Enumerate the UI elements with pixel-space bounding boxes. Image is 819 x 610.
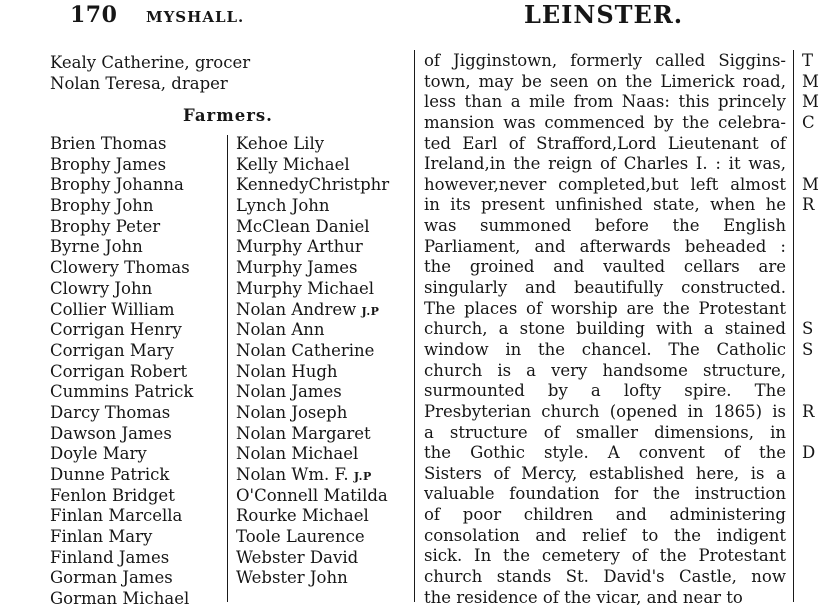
description-line: less than a mile from Naas: this princely [424, 92, 786, 112]
farmer-entry [236, 341, 389, 362]
description-line: town, may be seen on the Limerick road, [424, 71, 786, 91]
jp-suffix: J.P [353, 470, 372, 483]
cropped-line: S [802, 339, 814, 359]
description-line: The places of worship are the Protestant [424, 298, 786, 318]
cropped-line [802, 134, 819, 155]
farmer-entry [236, 362, 389, 383]
description-line: of Jigginstown, formerly called Siggins- [424, 51, 786, 70]
farmer-entry: Gorman James [50, 568, 173, 588]
farmer-name: Murphy Michael [236, 278, 375, 298]
cropped-next-column [802, 51, 819, 608]
cropped-line: M [802, 92, 819, 112]
description-line: church, a stone building with a stained [424, 319, 786, 339]
description-line: however,never completed,but left almost [424, 174, 786, 194]
cropped-line [802, 154, 819, 175]
farmer-entry: Brophy James [50, 154, 167, 174]
jp-suffix: J.P [361, 304, 380, 318]
farmer-entry: Fenlon Bridget [50, 485, 175, 505]
farmer-entry [236, 465, 389, 486]
description-line: Ireland,in the reign of Charles I. : it was, [424, 154, 786, 174]
description-line: consolation and relief to the indigent [424, 525, 786, 545]
farmer-entry [236, 548, 389, 569]
farmer-entry: Collier William [50, 299, 175, 319]
farmer-entry [236, 258, 389, 279]
farmer-entry: Brophy Peter [50, 216, 161, 236]
description-line: Parliament, and afterwards beheaded : [424, 236, 786, 256]
farmers-right-column [236, 134, 389, 589]
farmer-entry: Finlan Mary [50, 527, 153, 547]
cropped-line [802, 526, 819, 547]
farmer-entry [236, 568, 389, 589]
farmers-left-column [50, 134, 193, 610]
running-head: MYSHALL. [146, 8, 245, 26]
farmer-name: Murphy Arthur [236, 237, 363, 257]
farmer-entry [236, 279, 389, 300]
description-line: was summoned before the English [424, 216, 786, 236]
farmer-entry [236, 444, 389, 465]
farmer-name: Lynch John [236, 196, 330, 216]
cropped-line [802, 484, 819, 505]
farmer-entry: Byrne John [50, 237, 143, 257]
cropped-line [802, 464, 819, 485]
cropped-line [802, 546, 819, 567]
farmer-entry: Corrigan Henry [50, 320, 182, 340]
farmer-name: Webster John [236, 568, 348, 588]
farmer-entry [236, 175, 389, 196]
cropped-line: R [802, 195, 815, 215]
farmer-name: Nolan Ann [236, 320, 325, 340]
cropped-line [802, 423, 819, 444]
description-line: a structure of smaller dimensions, in [424, 422, 786, 442]
farmer-name: Nolan Michael [236, 444, 359, 464]
farmer-name: Webster David [236, 547, 359, 567]
description-line: surmounted by a lofty spire. The [424, 381, 786, 401]
column-divider [793, 50, 794, 602]
farmer-entry [236, 320, 389, 341]
cropped-line: M [802, 174, 819, 194]
farmer-entry: Corrigan Mary [50, 340, 174, 360]
farmer-name: Nolan James [236, 382, 342, 402]
cropped-line [802, 381, 819, 402]
column-divider [414, 50, 415, 602]
description-line: window in the chancel. The Catholic [424, 339, 786, 359]
farmer-entry [236, 527, 389, 548]
farmer-entry [236, 217, 389, 238]
farmer-entry: Doyle Mary [50, 444, 147, 464]
trader-entry: Nolan Teresa, draper [50, 74, 228, 93]
farmer-entry [236, 403, 389, 424]
farmer-entry: Finland James [50, 547, 170, 567]
description-line: singularly and beautifully constructed. [424, 278, 786, 298]
farmer-name: Toole Laurence [236, 527, 365, 547]
farmer-name: Murphy James [236, 258, 358, 278]
description-line: church stands St. David's Castle, now [424, 567, 786, 587]
cropped-line [802, 216, 819, 237]
description-line: of poor children and administering [424, 505, 786, 525]
page-number: 170 [70, 2, 118, 28]
description-line: the Gothic style. A convent of the [424, 443, 786, 463]
farmer-entry: Brien Thomas [50, 134, 167, 153]
farmer-entry: Brophy Johanna [50, 175, 184, 195]
farmer-name: Nolan Catherine [236, 340, 375, 360]
trader-entry: Kealy Catherine, grocer [50, 53, 251, 72]
farmer-name: Nolan Wm. F. [236, 465, 349, 484]
description-line: church is a very handsome structure, [424, 360, 786, 380]
farmer-entry [236, 155, 389, 176]
farmer-entry [236, 382, 389, 403]
cropped-line: M [802, 71, 819, 91]
farmer-entry [236, 134, 389, 155]
cropped-line: R [802, 401, 815, 421]
province-heading: LEINSTER. [524, 0, 684, 29]
farmer-name: Kelly Michael [236, 154, 350, 174]
cropped-line [802, 505, 819, 526]
farmer-name: Nolan Joseph [236, 402, 348, 422]
farmers-heading: Farmers. [183, 106, 273, 125]
cropped-line: D [802, 443, 816, 463]
farmer-entry [236, 196, 389, 217]
description-line: mansion was commenced by the celebra- [424, 112, 786, 132]
cropped-line [802, 257, 819, 278]
farmer-name: Nolan Andrew [236, 299, 357, 319]
farmer-entry: Dawson James [50, 423, 172, 443]
farmer-entry: Cummins Patrick [50, 382, 194, 402]
cropped-line [802, 567, 819, 588]
farmer-name: Nolan Margaret [236, 423, 371, 443]
farmer-entry [236, 486, 389, 507]
farmer-entry: Darcy Thomas [50, 402, 171, 422]
cropped-line [802, 588, 819, 609]
farmer-entry: Corrigan Robert [50, 361, 188, 381]
farmer-name: O'Connell Matilda [236, 485, 388, 505]
cropped-line [802, 299, 819, 320]
farmer-entry: Clowry John [50, 278, 153, 298]
farmer-entry: Clowery Thomas [50, 258, 190, 278]
farmer-name: McClean Daniel [236, 216, 370, 236]
description-line: Sisters of Mercy, established here, is a [424, 463, 786, 483]
farmer-entry: Finlan Marcella [50, 506, 183, 526]
description-line: sick. In the cemetery of the Protestant [424, 546, 786, 566]
farmer-entry [236, 237, 389, 258]
cropped-line: T [802, 51, 814, 70]
farmer-name: Kehoe Lily [236, 134, 325, 153]
cropped-line: C [802, 112, 815, 132]
farmer-entry: Dunne Patrick [50, 465, 170, 484]
cropped-line [802, 278, 819, 299]
farmer-entry: Brophy John [50, 196, 154, 216]
farmer-entry [236, 424, 389, 445]
farmer-name: KennedyChristphr [236, 175, 390, 195]
description-line: ted Earl of Strafford,Lord Lieutenant of [424, 133, 786, 153]
cropped-line [802, 361, 819, 382]
farmer-entry: Gorman Michael [50, 589, 190, 609]
description-line: valuable foundation for the instruction [424, 484, 786, 504]
farmer-name: Nolan Hugh [236, 361, 338, 381]
description-line: in its present unfinished state, when he [424, 195, 786, 215]
column-divider [227, 135, 228, 602]
traders-list [50, 52, 250, 94]
description-line: the groined and vaulted cellars are [424, 257, 786, 277]
farmer-entry [236, 300, 389, 321]
description-line: the residence of the vicar, and near to [424, 587, 743, 607]
farmer-entry [236, 506, 389, 527]
town-description [424, 51, 786, 608]
farmer-name: Rourke Michael [236, 506, 369, 526]
description-line: Presbyterian church (opened in 1865) is [424, 401, 786, 421]
cropped-line [802, 237, 819, 258]
cropped-line: S [802, 319, 814, 339]
